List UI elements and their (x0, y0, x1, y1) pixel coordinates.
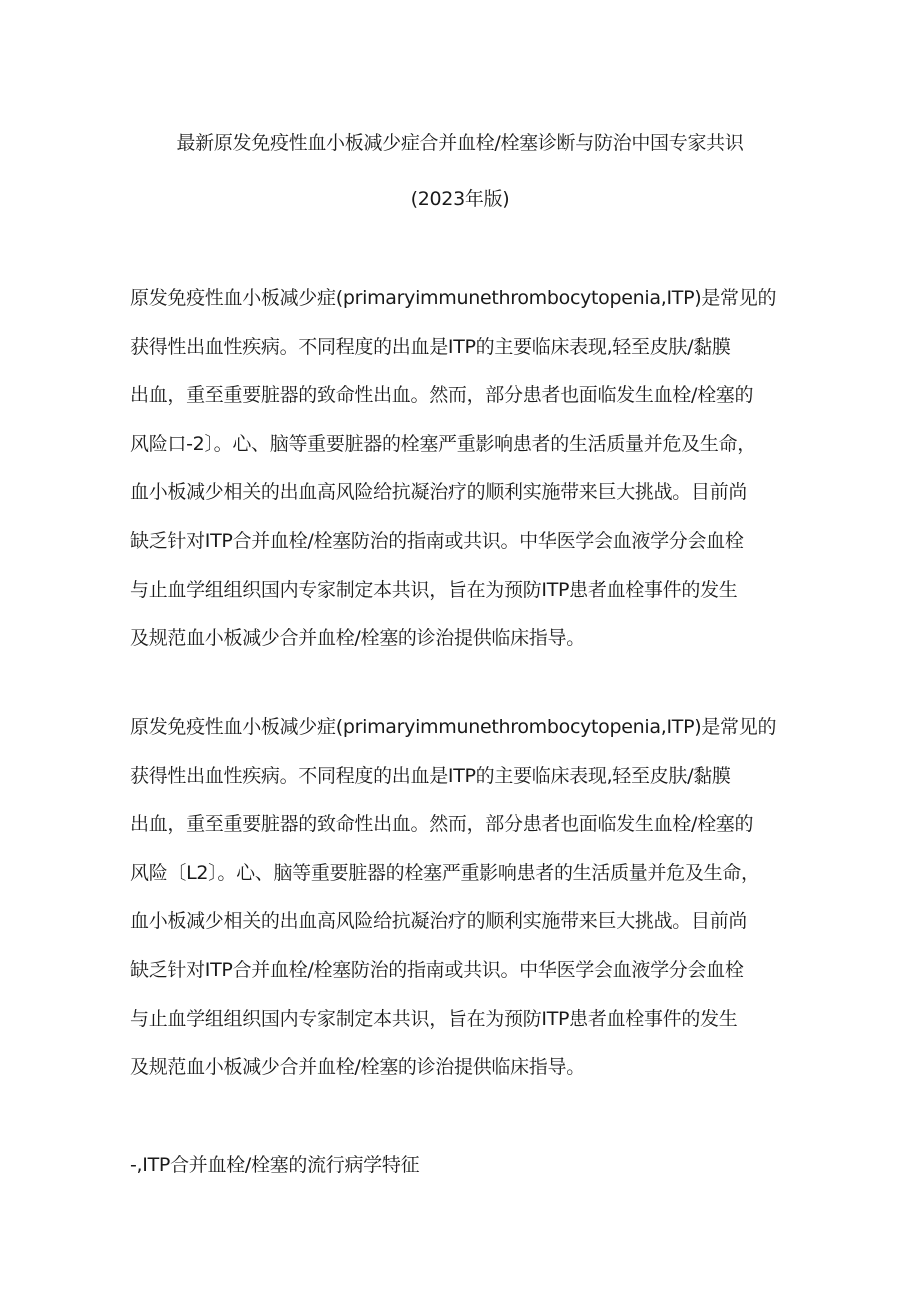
paragraph-line: 血小板减少相关的出血高风险给抗凝治疗的顺利实施带来巨大挑战。目前尚 (130, 481, 748, 504)
paragraph-line: 出血，重至重要脏器的致命性出血。然而，部分患者也面临发生血栓/栓塞的 (130, 813, 754, 836)
document-title: 最新原发免疫性血小板减少症合并血栓/栓塞诊断与防治中国专家共识 (176, 132, 744, 154)
paragraph-line: 缺乏针对ITP合并血栓/栓塞防治的指南或共识。中华医学会血液学分会血栓 (130, 958, 744, 981)
paragraph-line: 与止血学组组织国内专家制定本共识，旨在为预防ITP患者血栓事件的发生 (130, 1007, 738, 1030)
paragraph-intro-1 (130, 286, 830, 675)
paragraph-line: 出血，重至重要脏器的致命性出血。然而，部分患者也面临发生血栓/栓塞的 (130, 384, 754, 407)
paragraph-line: 及规范血小板减少合并血栓/栓塞的诊治提供临床指导。 (130, 1056, 585, 1079)
paragraph-line: 风险〔L2〕。心、脑等重要脏器的栓塞严重影响患者的生活质量并危及生命， (130, 861, 760, 884)
paragraph-line: 血小板减少相关的出血高风险给抗凝治疗的顺利实施带来巨大挑战。目前尚 (130, 910, 748, 933)
paragraph-line: 及规范血小板减少合并血栓/栓塞的诊治提供临床指导。 (130, 627, 585, 650)
paragraph-line: 获得性出血性疾病。不同程度的出血是ITP的主要临床表现,轻至皮肤/黏膜 (130, 764, 731, 787)
document-subtitle-year: (2023年版) (410, 188, 510, 210)
paragraph-line: 原发免疫性血小板减少症(primaryimmunethrombocytopenia,ITP)是常见的 (130, 716, 777, 738)
paragraph-line: 缺乏针对ITP合并血栓/栓塞防治的指南或共识。中华医学会血液学分会血栓 (130, 529, 744, 552)
section-heading: -,ITP合并血栓/栓塞的流行病学特征 (130, 1154, 420, 1176)
paragraph-line: 原发免疫性血小板减少症(primaryimmunethrombocytopenia,ITP)是常见的 (130, 287, 777, 309)
paragraph-line: 风险口-2〕。心、脑等重要脏器的栓塞严重影响患者的生活质量并危及生命， (130, 432, 756, 455)
paragraph-intro-2 (130, 715, 830, 1104)
paragraph-line: 与止血学组组织国内专家制定本共识，旨在为预防ITP患者血栓事件的发生 (130, 578, 738, 601)
paragraph-line: 获得性出血性疾病。不同程度的出血是ITP的主要临床表现,轻至皮肤/黏膜 (130, 335, 731, 358)
